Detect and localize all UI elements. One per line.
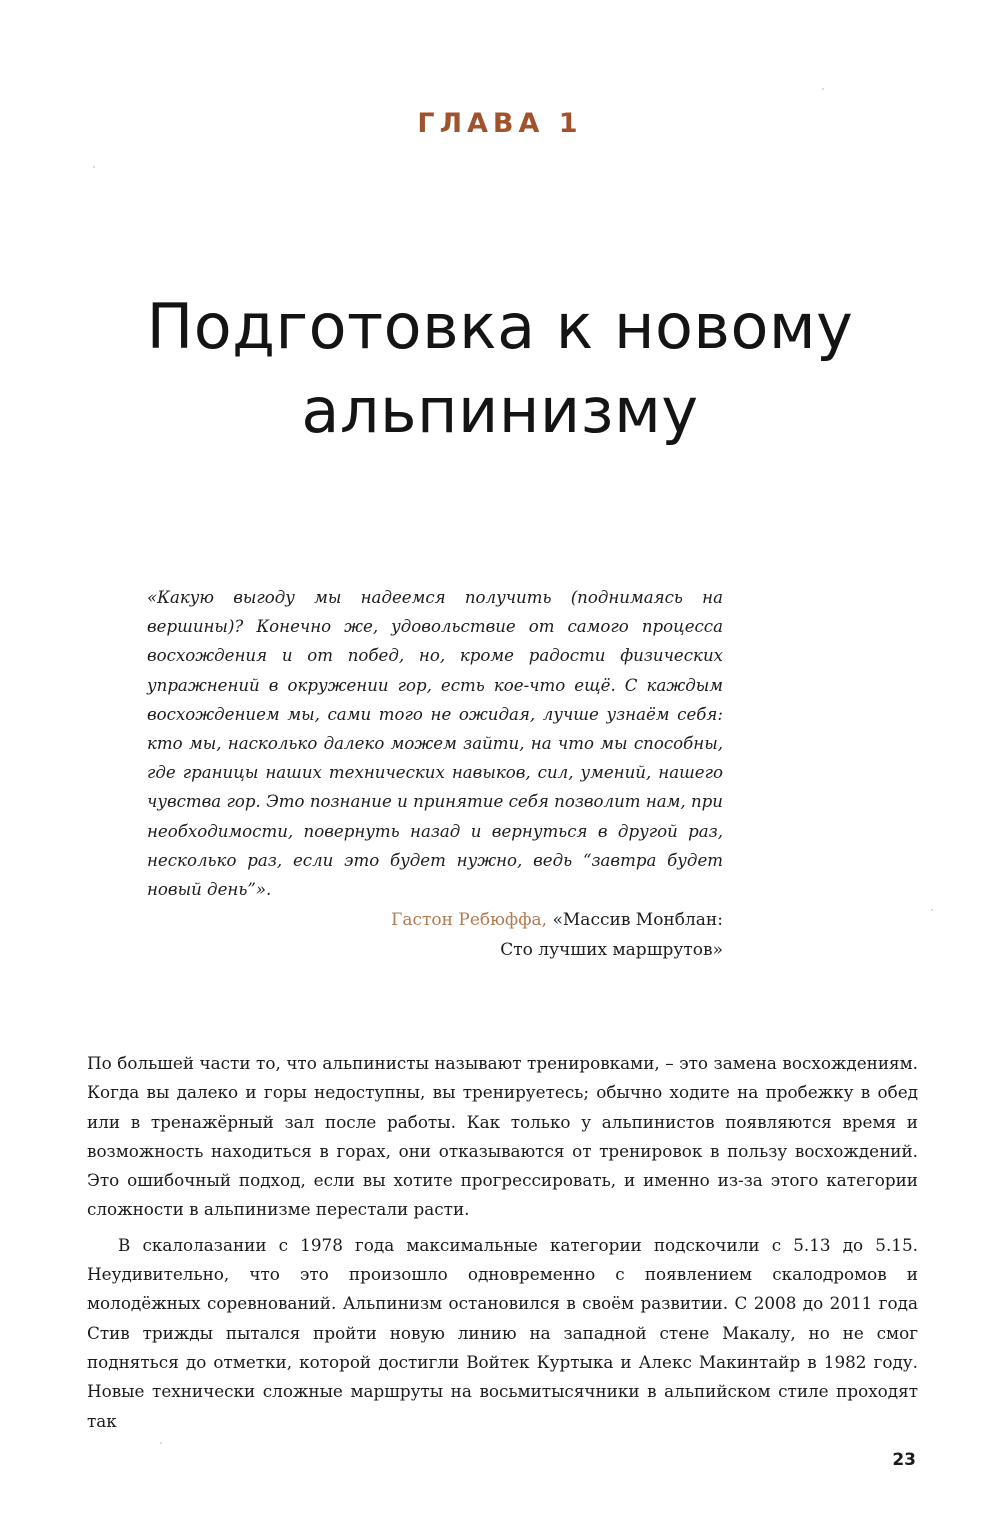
body-paragraph: В скалолазании с 1978 года максимальные категории подскочили с 5.13 до 5.15. Неудивительно, что это произошло одновременно с появлением скалодромов и молодёжных соревнований. Альпинизм остановился в своём развитии. С 2008 до 2011 года Стив трижды пытался пройти новую линию на западной стене Макалу, но не смог подняться до отметки, которой достигли Войтек Куртыка и Алекс Макинтайр в 1982 году. Новые технически сложные маршруты на восьмитысячники в альпийском стиле проходят так (87, 1234, 918, 1431)
epigraph-source-line1: «Массив Монблан: (552, 910, 723, 930)
body-text (87, 1049, 918, 1442)
epigraph-author: Гастон Ребюффа, (391, 910, 548, 930)
scan-speck (160, 1442, 162, 1444)
chapter-title: Подготовка к новому альпинизму (146, 290, 854, 447)
epigraph-source-line2: Сто лучших маршрутов» (500, 940, 723, 960)
epigraph-quote: «Какую выгоду мы надеемся получить (поднимаясь на вершины)? Конечно же, удовольствие от самого процесса восхождения и от побед, но, кроме радости физических упражнений в окружении гор, есть кое-что ещё. С каждым восхождением мы, сами того не ожидая, лучше узнаём себя: кто мы, насколько далеко можем зайти, на что мы способны, где границы наших технических навыков, сил, умений, нашего чувства гор. Это познание и принятие себя позволит нам, при необходимости, повернуть назад и вернуться в другой раз, несколько раз, если это будет нужно, ведь “завтра будет новый день”». (147, 588, 723, 900)
scan-speck (822, 88, 824, 90)
chapter-label: ГЛАВА 1 (417, 108, 583, 139)
epigraph-attribution (300, 905, 723, 965)
page-number: 23 (892, 1450, 916, 1470)
scan-speck (931, 909, 933, 911)
scan-speck (93, 166, 95, 168)
body-paragraph: По большей части то, что альпинисты называют тренировками, – это замена восхождениям. Когда вы далеко и горы недоступны, вы тренируетесь; обычно ходите на пробежку в обед или в тренажёрный зал после работы. Как только у альпинистов появляются время и возможность находиться в горах, они отказываются от тренировок в пользу восхождений. Это ошибочный подход, если вы хотите прогрессировать, и именно из-за этого категории сложности в альпинизме перестали расти. (87, 1053, 918, 1220)
